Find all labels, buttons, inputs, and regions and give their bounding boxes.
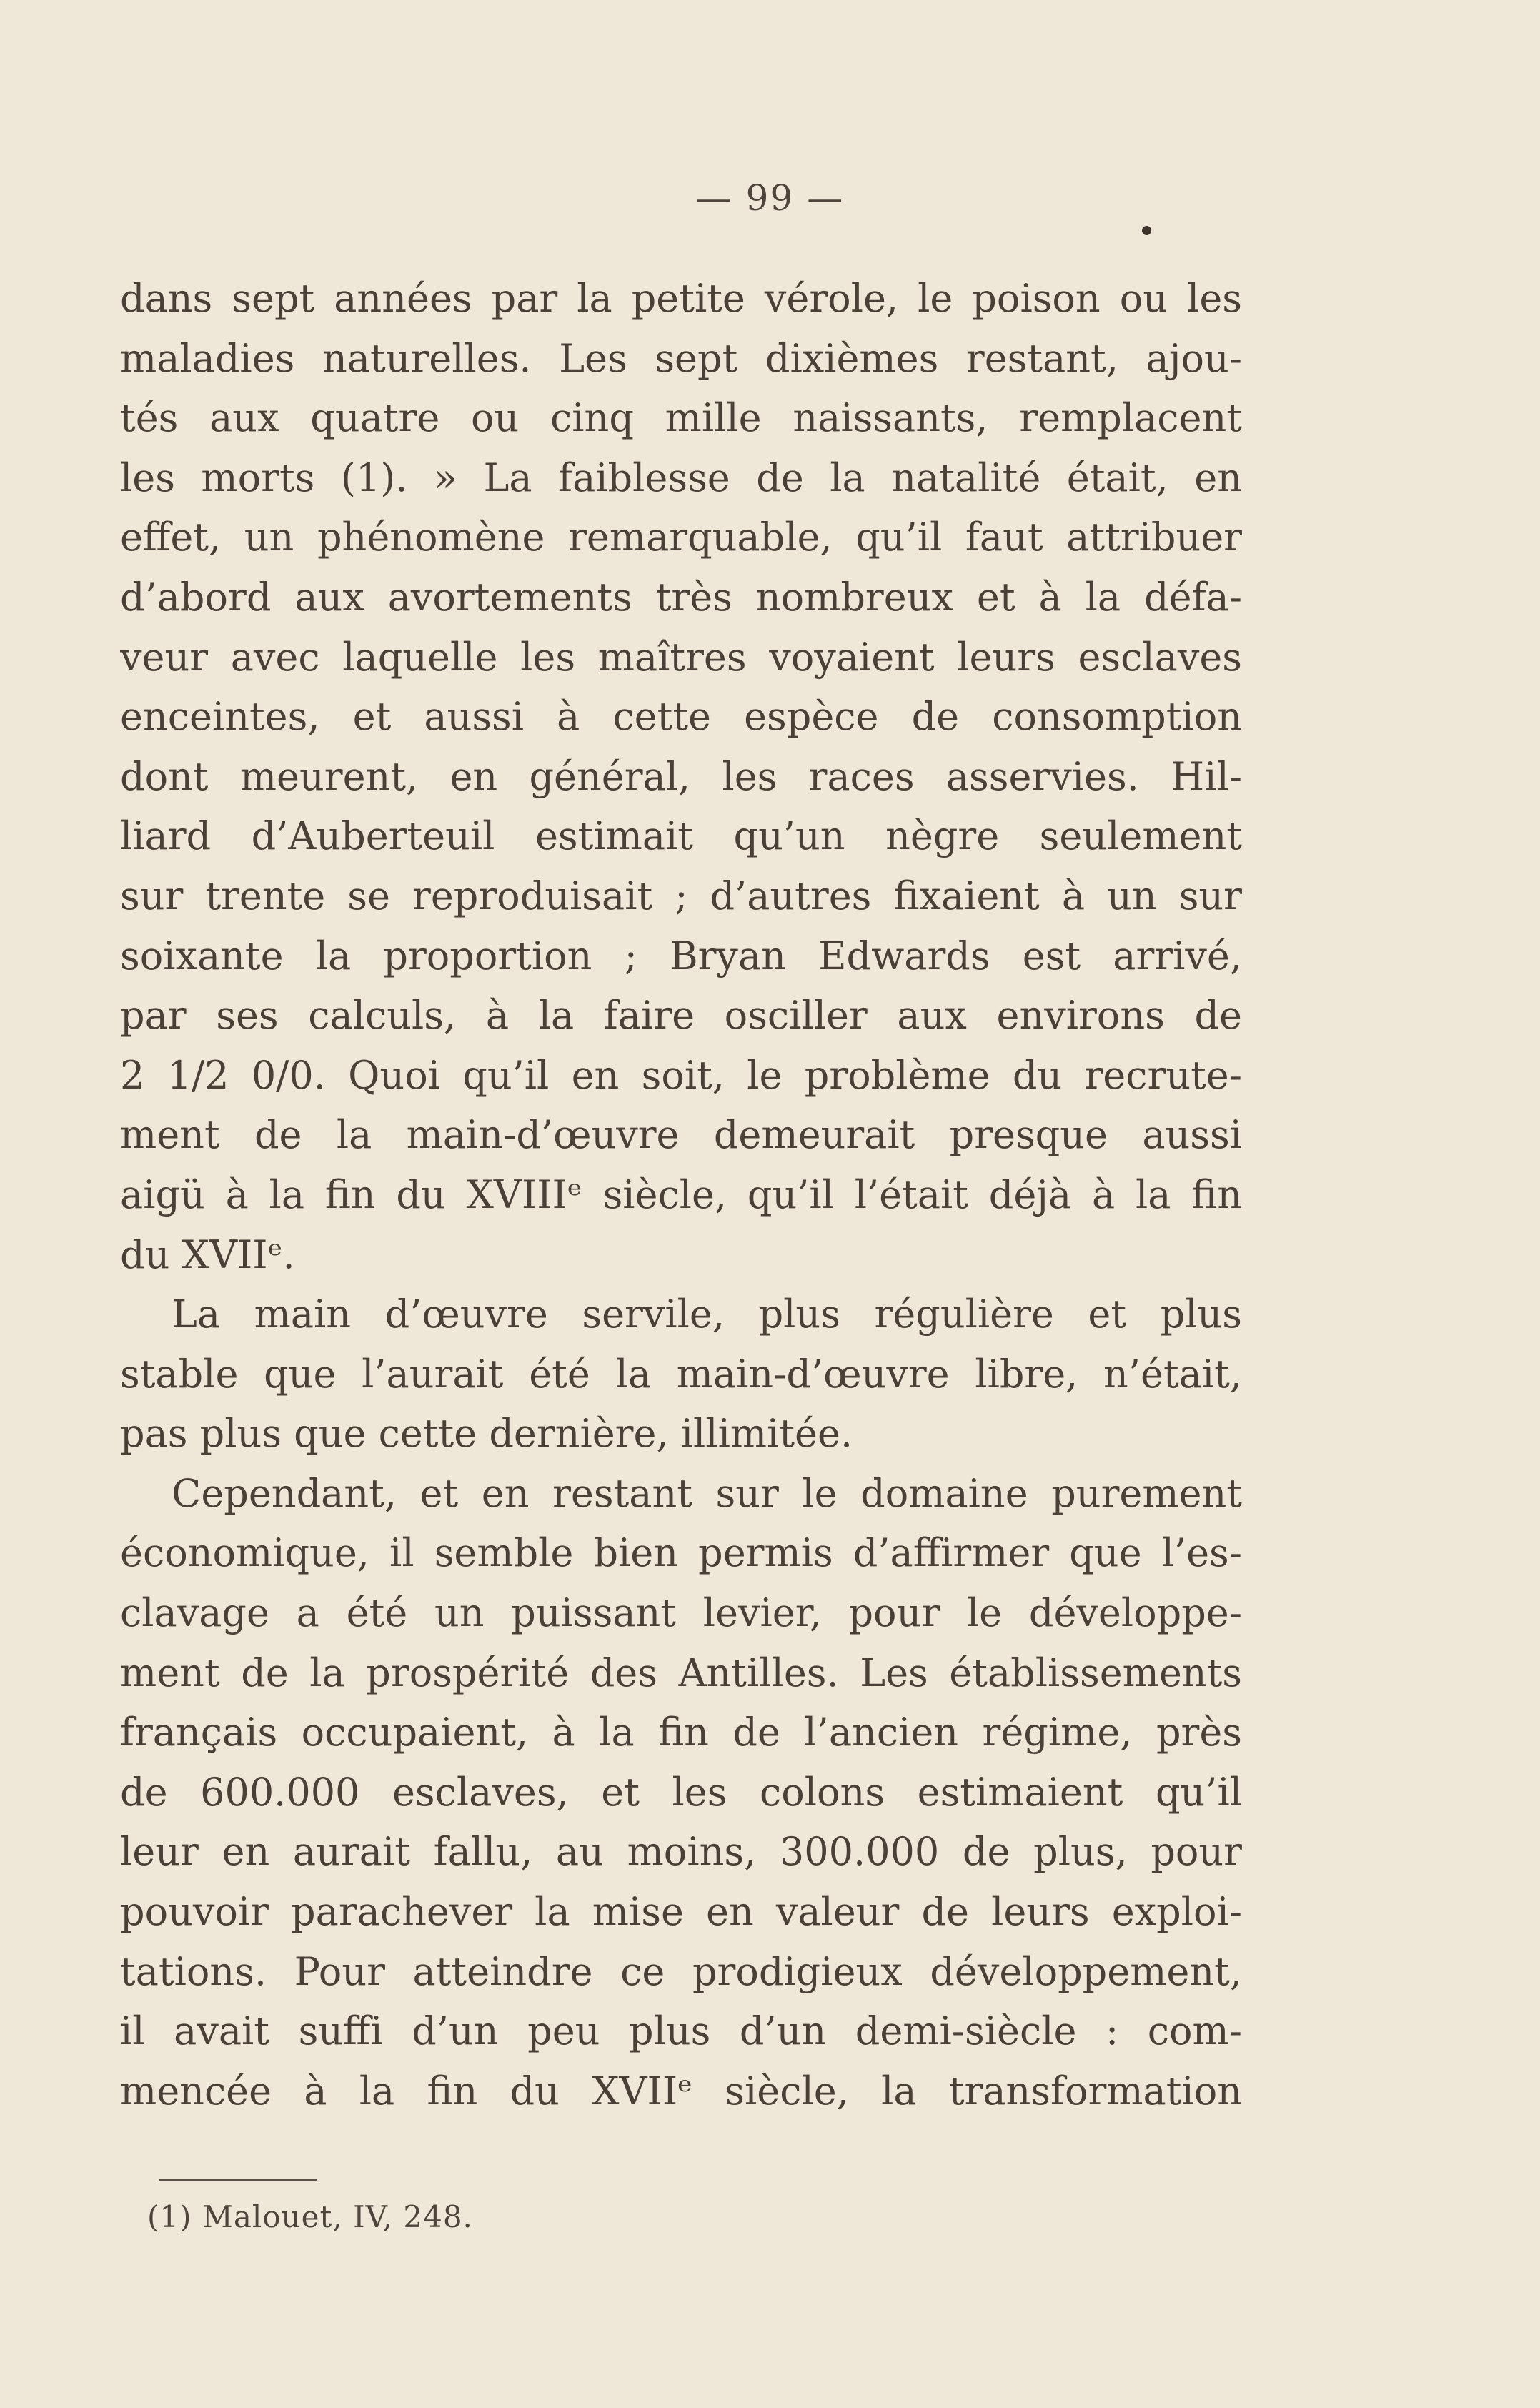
text-line: sur trente se reproduisait ; d’autres fixaient à un sur: [120, 873, 1242, 918]
text-line: aigü à la fin du XVIIIᵉ siècle, qu’il l’était déjà à la fin: [120, 1171, 1242, 1217]
text-line: 2 1/2 0/0. Quoi qu’il en soit, le problème du recrute-: [120, 1052, 1242, 1098]
text-line: soixante la proportion ; Bryan Edwards est arrivé,: [120, 933, 1242, 978]
text-line: du XVIIᵉ.: [120, 1232, 295, 1277]
text-line: Cependant, et en restant sur le domaine purement: [172, 1470, 1242, 1516]
text-line: français occupaient, à la fin de l’ancien régime, près: [120, 1710, 1242, 1755]
footnote: (1) Malouet, IV, 248.: [147, 2199, 473, 2234]
text-line: de 600.000 esclaves, et les colons estimaient qu’il: [120, 1769, 1242, 1815]
text-line: les morts (1). » La faiblesse de la natalité était, en: [120, 455, 1242, 500]
text-line: dont meurent, en général, les races asservies. Hil-: [120, 753, 1242, 799]
text-line: dans sept années par la petite vérole, le poison ou les: [120, 276, 1242, 321]
text-line: ment de la main-d’œuvre demeurait presque aussi: [120, 1112, 1242, 1158]
ink-speck: [1142, 226, 1151, 235]
body-text: [120, 269, 1242, 2121]
text-line: d’abord aux avortements très nombreux et à la défa-: [120, 574, 1242, 620]
text-line: liard d’Auberteuil estimait qu’un nègre seulement: [120, 813, 1242, 859]
text-line: leur en aurait fallu, au moins, 300.000 de plus, pour: [120, 1829, 1242, 1875]
text-line: tés aux quatre ou cinq mille naissants, remplacent: [120, 395, 1242, 441]
text-line: veur avec laquelle les maîtres voyaient leurs esclaves: [120, 634, 1242, 680]
footnote-rule: [159, 2179, 317, 2181]
text-line: économique, il semble bien permis d’affirmer que l’es-: [120, 1530, 1242, 1576]
text-line: effet, un phénomène remarquable, qu’il faut attribuer: [120, 515, 1242, 560]
text-line: pouvoir parachever la mise en valeur de leurs exploi-: [120, 1889, 1242, 1935]
text-line: enceintes, et aussi à cette espèce de consomption: [120, 694, 1242, 740]
text-line: clavage a été un puissant levier, pour le développe-: [120, 1590, 1242, 1636]
text-line: tations. Pour atteindre ce prodigieux développement,: [120, 1948, 1242, 1994]
text-line: mencée à la fin du XVIIᵉ siècle, la transformation: [120, 2068, 1242, 2114]
text-line: stable que l’aurait été la main-d’œuvre libre, n’était,: [120, 1351, 1242, 1397]
text-line: il avait suffi d’un peu plus d’un demi-siècle : com-: [120, 2008, 1242, 2054]
page-number: — 99 —: [695, 177, 845, 219]
text-line: maladies naturelles. Les sept dixièmes restant, ajou-: [120, 335, 1242, 381]
text-line: ment de la prospérité des Antilles. Les établissements: [120, 1650, 1242, 1695]
text-line: La main d’œuvre servile, plus régulière et plus: [172, 1292, 1242, 1337]
text-line: par ses calculs, à la faire osciller aux environs de: [120, 993, 1242, 1039]
text-line: pas plus que cette dernière, illimitée.: [120, 1411, 853, 1457]
